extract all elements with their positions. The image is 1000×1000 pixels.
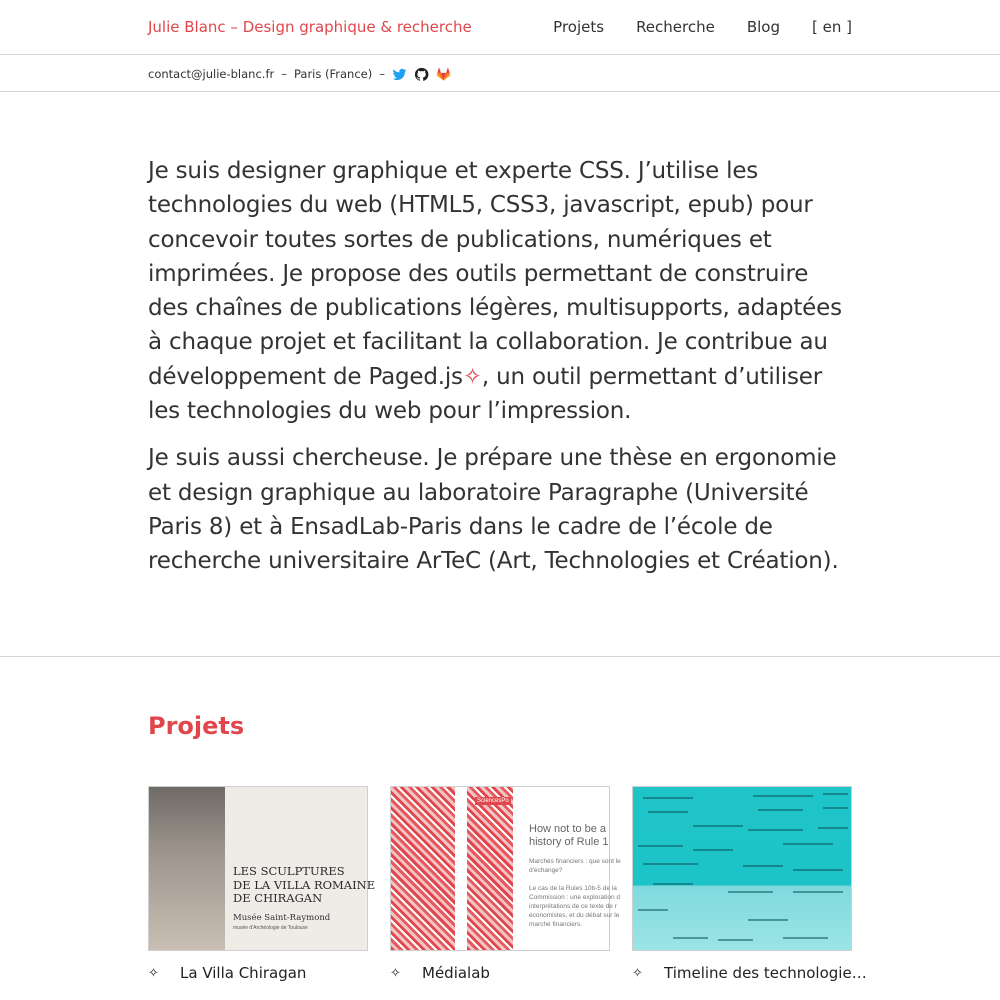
thumbnail-title xyxy=(233,865,375,906)
pagedjs-star-icon[interactable]: ✧ xyxy=(462,363,482,390)
separator: – xyxy=(281,67,287,81)
top-header xyxy=(0,0,1000,55)
intro-paragraph-2: Je suis aussi chercheuse. Je prépare une thèse en ergonomie et design graphique au laboratoire Paragraphe (Université Paris 8) et à EnsadLab-Paris dans le cadre de l’école de recherche universitaire ArTeC (Art, Technologies et Création). xyxy=(148,445,839,575)
sculpture-image xyxy=(149,787,225,950)
project-card-villa-chiragan[interactable] xyxy=(148,786,376,982)
github-icon[interactable] xyxy=(414,66,430,82)
sparkle-bullet-icon: ✧ xyxy=(148,965,159,981)
nav-item-recherche[interactable]: Recherche xyxy=(636,18,715,36)
document-text-line: interprétations de ce texte de r xyxy=(529,903,617,910)
twitter-icon[interactable] xyxy=(392,66,408,82)
separator: – xyxy=(379,67,385,81)
thumbnail-title-line: DE LA VILLA ROMAINE xyxy=(233,877,376,892)
thumbnail-subtitle: Musée Saint-Raymond xyxy=(233,913,331,923)
document-heading xyxy=(529,823,608,849)
intro-paragraph-1 xyxy=(148,154,853,428)
project-title[interactable] xyxy=(390,964,610,982)
location-text: Paris (France) xyxy=(293,67,373,81)
document-text-line: Commission : une exploration d xyxy=(529,894,621,901)
timeline-preview xyxy=(633,787,851,950)
intro-section xyxy=(148,154,853,592)
document-text xyxy=(529,857,621,929)
projects-heading: Projets xyxy=(148,712,245,740)
pattern-panel xyxy=(467,787,513,950)
document-text-line xyxy=(529,875,621,884)
project-thumbnail[interactable] xyxy=(390,786,621,951)
project-thumbnail[interactable] xyxy=(632,786,852,951)
document-text-line: d'échange? xyxy=(529,867,563,874)
document-text-line: marché financiers. xyxy=(529,921,583,928)
project-thumbnail[interactable] xyxy=(148,786,376,951)
thumbnail-caption: musée d'Archéologie de Toulouse xyxy=(233,925,308,931)
intro-text-part-2: , un outil permettant d’utiliser les technologies du web pour l’impression. xyxy=(148,363,822,425)
intro-text-part-1: Je suis designer graphique et experte CSS. J’utilise les technologies du web (HTML5, CSS3, javascript, epub) pour concevoir toutes sortes de publications, numériques et imprimées. Je propose des outils permettant de construire des chaînes de publications légères, multisupports, adaptées à chaque projet et facilitant la collaboration. Je contribue au développement de Paged.js xyxy=(148,158,842,390)
document-heading-line: history of Rule 1 xyxy=(529,836,609,848)
project-card-timeline[interactable] xyxy=(632,786,867,982)
thumbnail-title-line: DE CHIRAGAN xyxy=(233,891,323,905)
project-title-label[interactable]: Médialab xyxy=(422,964,490,982)
document-text-line: Marchés financiers : que sont le xyxy=(529,858,621,865)
language-switch[interactable]: [ en ] xyxy=(812,18,852,36)
project-title[interactable] xyxy=(148,964,368,982)
sparkle-bullet-icon: ✧ xyxy=(390,965,401,981)
sparkle-bullet-icon: ✧ xyxy=(632,965,643,981)
section-divider xyxy=(0,656,1000,657)
nav-item-projets[interactable]: Projets xyxy=(553,18,605,36)
project-cards xyxy=(148,786,867,982)
site-title-link[interactable]: Julie Blanc – Design graphique & recherche xyxy=(148,18,472,36)
project-title-label[interactable]: La Villa Chiragan xyxy=(180,964,307,982)
project-card-medialab[interactable] xyxy=(390,786,621,982)
project-title[interactable] xyxy=(632,964,867,982)
project-title-label[interactable]: Timeline des technologie… xyxy=(664,964,867,982)
email-link[interactable]: contact@julie-blanc.fr xyxy=(148,67,275,81)
document-text-line: Le cas de la Rules 10b-5 de la xyxy=(529,885,617,892)
gitlab-icon[interactable] xyxy=(436,66,452,82)
pattern-panel xyxy=(391,787,455,950)
sciencespo-logo: SciencesPo xyxy=(477,798,509,804)
main-nav xyxy=(553,18,852,36)
nav-item-blog[interactable]: Blog xyxy=(746,18,781,36)
thumbnail-title-line: LES SCULPTURES xyxy=(233,864,345,878)
document-heading-line: How not to be a xyxy=(529,823,607,835)
contact-bar xyxy=(0,55,1000,92)
document-text-line: économistes, et du débat sur le xyxy=(529,912,620,919)
